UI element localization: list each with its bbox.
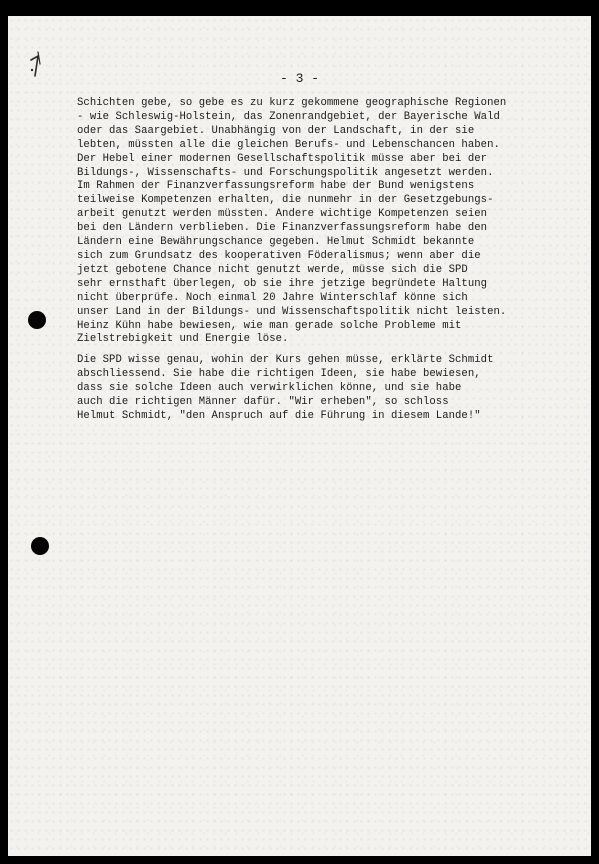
text-line: dass sie solche Ideen auch verwirklichen könne, und sie habe <box>77 382 462 395</box>
text-line: - wie Schleswig-Holstein, das Zonenrandgebiet, der Bayerische Wald <box>77 110 500 123</box>
text-line: jetzt gebotene Chance nicht genutzt werde, müsse sich die SPD <box>77 263 468 276</box>
punch-hole-bottom <box>31 537 49 555</box>
text-line: auch die richtigen Männer dafür. "Wir erheben", so schloss <box>77 396 449 409</box>
text-line: Schichten gebe, so gebe es zu kurz gekommene geographische Regionen <box>77 97 507 109</box>
text-line: Ländern eine Bewährungschance gegeben. Helmut Schmidt bekannte <box>77 236 475 249</box>
text-line: unser Land in der Bildungs- und Wissenschaftspolitik nicht leisten. <box>77 305 507 318</box>
text-line: Der Hebel einer modernen Gesellschaftspolitik müsse aber bei der <box>77 152 488 165</box>
text-line: Zielstrebigkeit und Energie löse. <box>77 333 289 346</box>
text-line: abschliessend. Sie habe die richtigen Ideen, sie habe bewiesen, <box>77 368 481 381</box>
text-line: teilweise Kompetenzen erhalten, die nunmehr in der Gesetzgebungs- <box>77 194 494 207</box>
text-line: sehr ernsthaft überlegen, ob sie ihre jetzige begründete Haltung <box>77 277 488 290</box>
text-line: nicht überprüfe. Noch einmal 20 Jahre Winterschlaf könne sich <box>77 291 468 304</box>
body-text <box>77 97 567 424</box>
punch-hole-top <box>28 311 46 329</box>
text-line: Bildungs-, Wissenschafts- und Forschungspolitik angesetzt werden. <box>77 166 494 179</box>
text-line: bei den Ländern verblieben. Die Finanzverfassungsreform habe den <box>77 222 488 235</box>
paragraph <box>77 354 567 424</box>
text-line: arbeit genutzt werden müssten. Andere wichtige Kompetenzen seien <box>77 208 488 221</box>
text-line: oder das Saargebiet. Unabhängig von der Landschaft, in der sie <box>77 124 475 137</box>
text-line: lebten, müssten alle die gleichen Berufs- und Lebenschancen haben. <box>77 138 500 151</box>
paper-sheet <box>8 16 591 856</box>
text-line: Heinz Kühn habe bewiesen, wie man gerade solche Probleme mit <box>77 319 462 332</box>
text-line: Helmut Schmidt, "den Anspruch auf die Führung in diesem Lande!" <box>77 409 481 422</box>
page-number: - 3 - <box>279 71 319 86</box>
paragraph <box>77 97 567 347</box>
text-line: Die SPD wisse genau, wohin der Kurs gehen müsse, erklärte Schmidt <box>77 354 494 367</box>
text-line: Im Rahmen der Finanzverfassungsreform habe der Bund wenigstens <box>77 180 475 193</box>
text-line: sich zum Grundsatz des kooperativen Föderalismus; wenn aber die <box>77 249 481 262</box>
